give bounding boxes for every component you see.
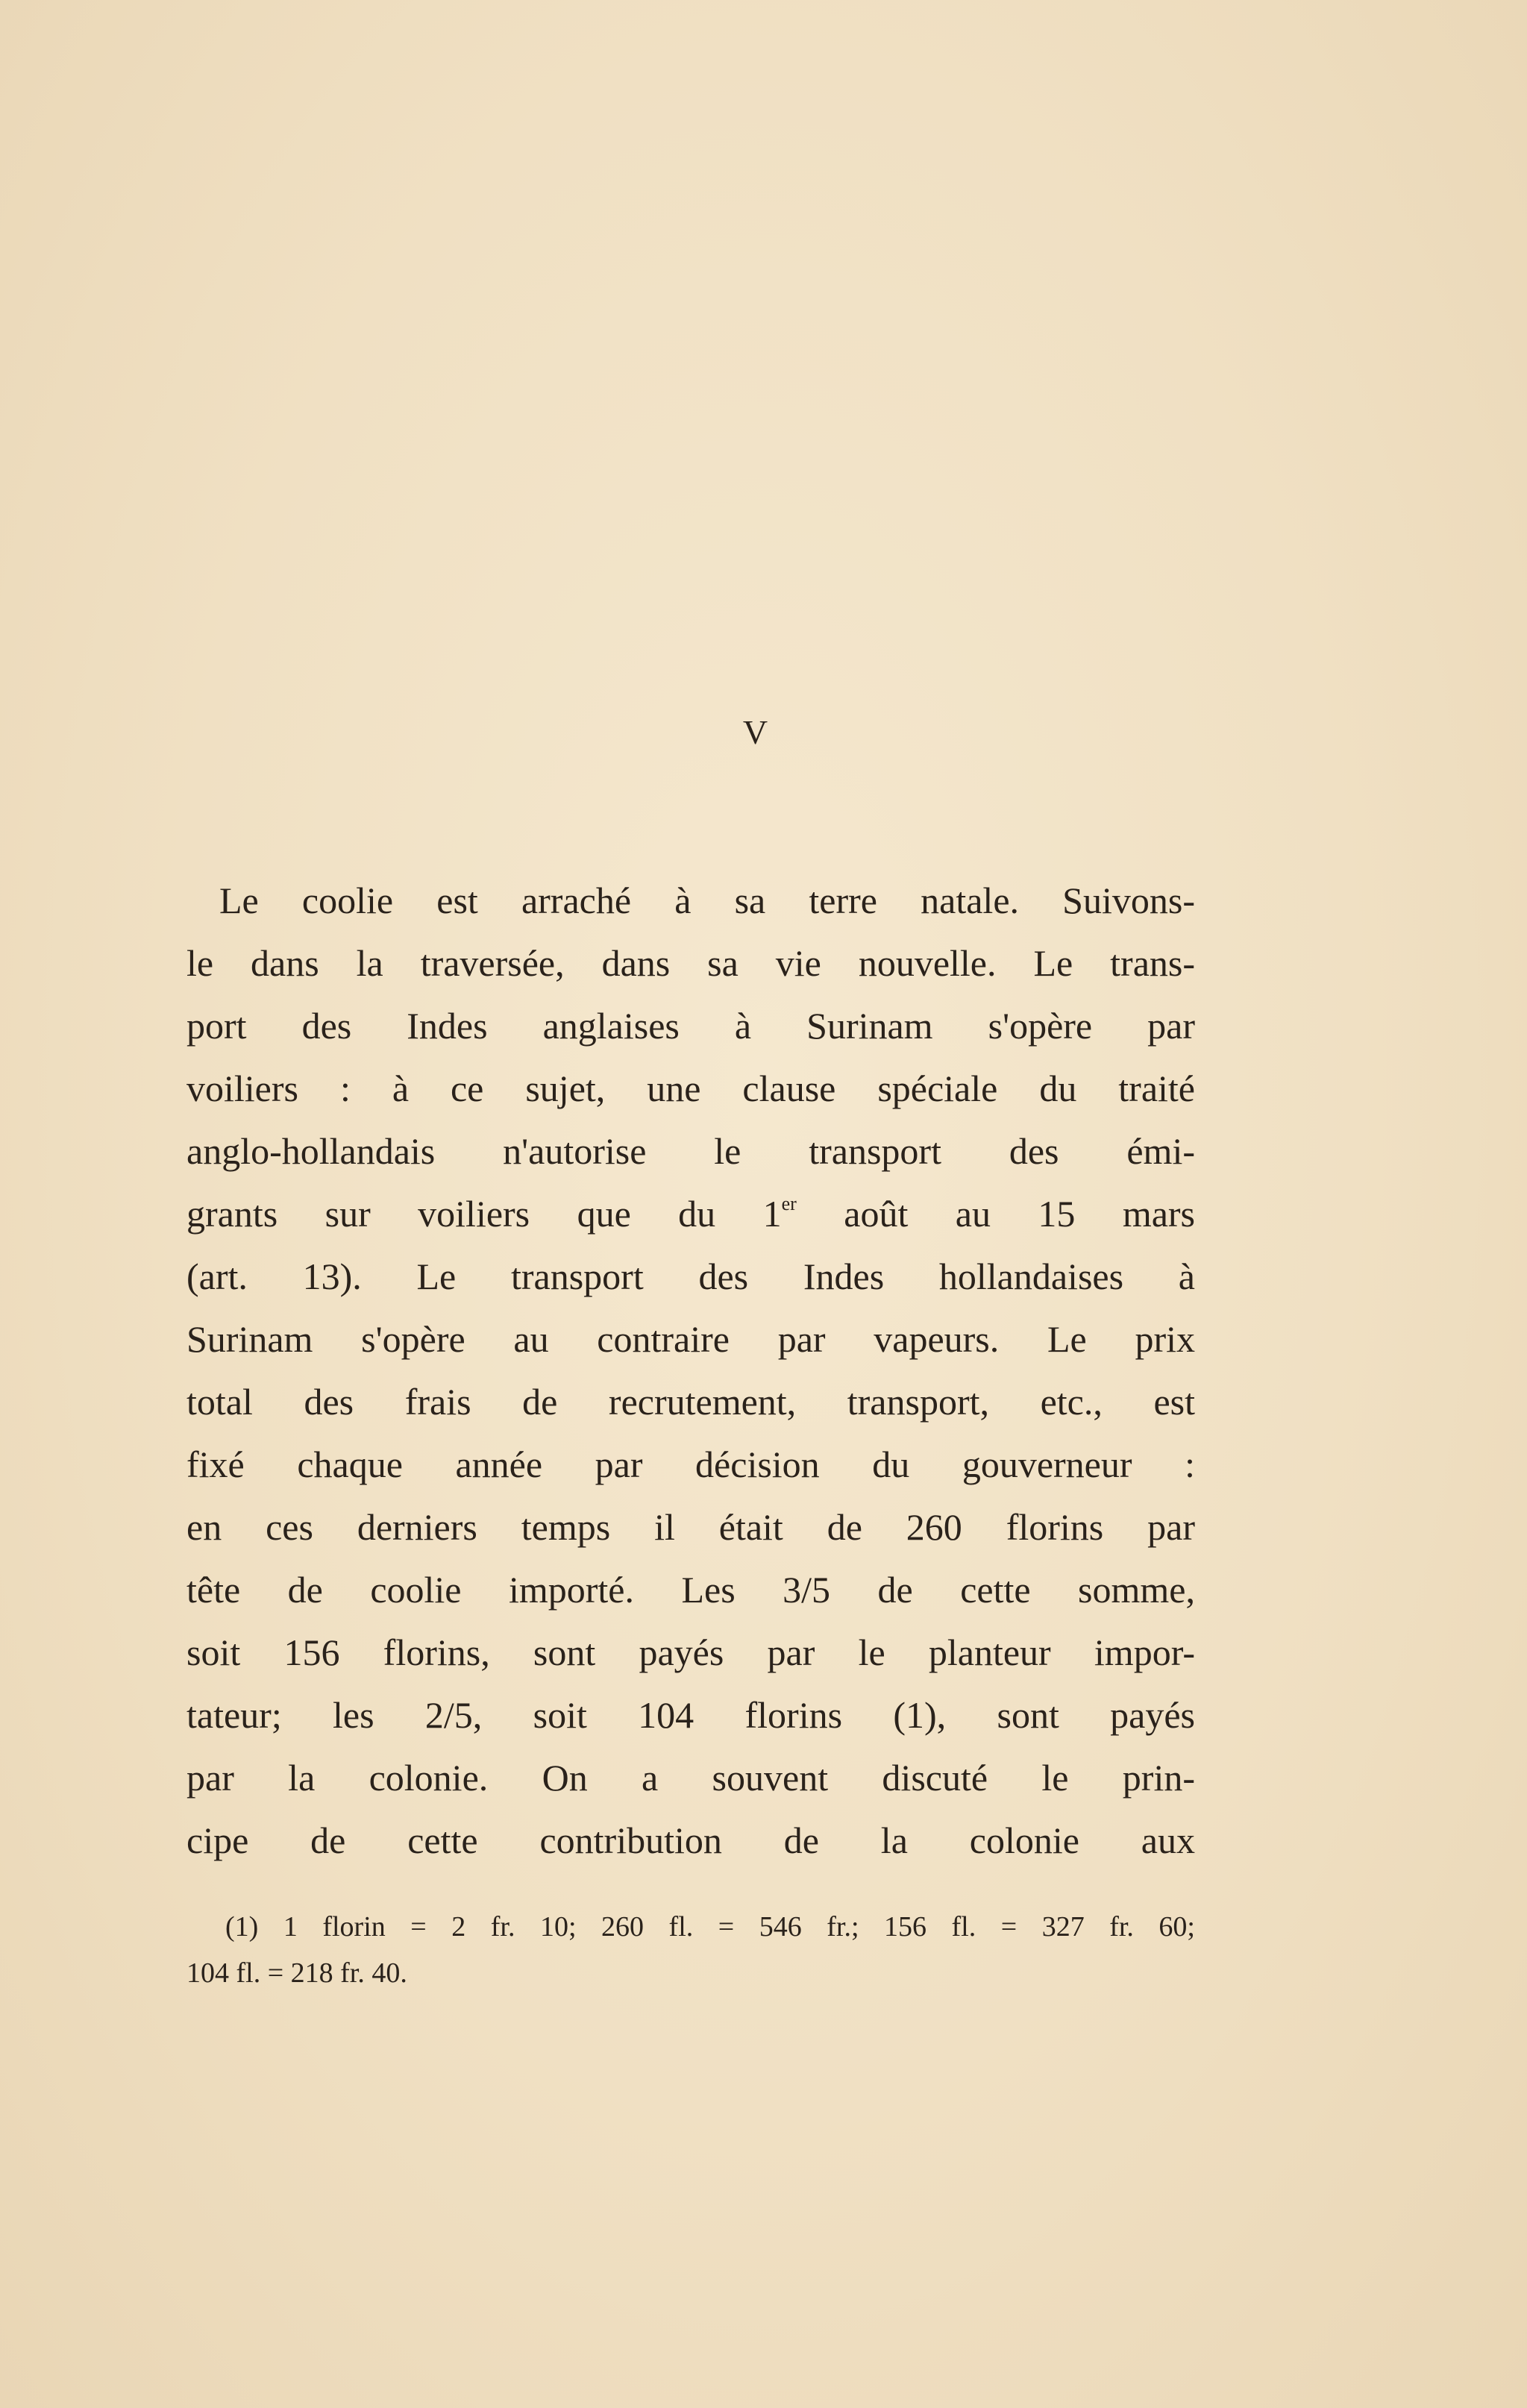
superscript: er [781, 1193, 797, 1214]
text-line: anglo-hollandais n'autorise le transport des émi- [186, 1130, 1195, 1172]
footnote-line: 104 fl. = 218 fr. 40. [186, 1957, 407, 1989]
text-line: par la colonie. On a souvent discuté le prin- [186, 1757, 1195, 1799]
text-line: total des frais de recrutement, transport, etc., est [186, 1381, 1195, 1423]
text-line: cipe de cette contribution de la colonie aux [186, 1819, 1195, 1861]
chapter-heading: V [742, 713, 770, 751]
footnote-line: (1) 1 florin = 2 fr. 10; 260 fl. = 546 fr.; 156 fl. = 327 fr. 60; [225, 1911, 1195, 1943]
text-line: tateur; les 2/5, soit 104 florins (1), sont payés [186, 1694, 1195, 1736]
text-line: le dans la traversée, dans sa vie nouvelle. Le trans- [186, 942, 1195, 984]
text-line: Le coolie est arraché à sa terre natale. Suivons- [219, 880, 1195, 921]
text-line: fixé chaque année par décision du gouverneur : [186, 1443, 1195, 1485]
text-segment: août au 15 mars [796, 1193, 1195, 1235]
text-line: soit 156 florins, sont payés par le planteur impor- [186, 1631, 1195, 1673]
text-line: (art. 13). Le transport des Indes hollandaises à [186, 1255, 1195, 1297]
text-line: en ces derniers temps il était de 260 florins par [186, 1506, 1195, 1548]
text-line: tête de coolie importé. Les 3/5 de cette somme, [186, 1569, 1195, 1611]
footnote [186, 1904, 1195, 1996]
text-line: voiliers : à ce sujet, une clause spéciale du traité [186, 1067, 1195, 1109]
body-paragraph [186, 869, 1195, 1872]
text-line [186, 1182, 1195, 1245]
text-line: Surinam s'opère au contraire par vapeurs. Le prix [186, 1318, 1195, 1360]
text-line: port des Indes anglaises à Surinam s'opère par [186, 1005, 1195, 1047]
text-segment: grants sur voiliers que du 1 [186, 1193, 782, 1235]
